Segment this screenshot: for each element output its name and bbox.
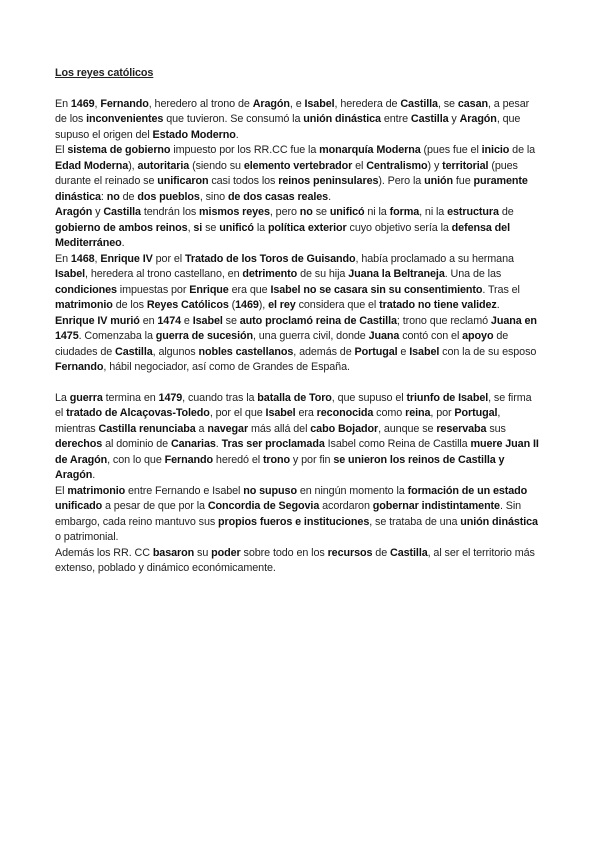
bold-text-run: autoritaria (137, 159, 190, 172)
text-run: El (55, 484, 68, 497)
text-run: se (222, 314, 240, 327)
bold-text-run: Tras ser proclamada (221, 438, 325, 450)
bold-text-run: detrimento (242, 268, 298, 280)
text-run: entre Fernando e Isabel (125, 484, 244, 497)
bold-text-run: poder (211, 546, 241, 559)
bold-text-run: estructura (447, 206, 499, 218)
text-run: el (352, 159, 367, 172)
text-run: , e (289, 97, 305, 110)
text-run: El (55, 144, 68, 156)
bold-text-run: Canarias (170, 438, 216, 450)
text-run: , (187, 221, 194, 234)
bold-text-run: 1479 (158, 391, 183, 404)
text-run: , que supuso el (331, 391, 407, 404)
bold-text-run: el rey (268, 299, 296, 311)
text-run: . Sin embargo, cada reino mantuvo sus (55, 500, 522, 528)
text-run: , que supuso el origen del (55, 113, 521, 141)
text-run: Isabel como Reina de Castilla (324, 438, 471, 450)
bold-text-run: Isabel (265, 407, 296, 419)
paragraph-1 (55, 97, 541, 144)
text-run: a (195, 422, 208, 435)
bold-text-run: política exterior (267, 221, 347, 234)
text-run: su (194, 546, 212, 559)
bold-text-run: matrimonio (55, 299, 113, 311)
text-run: impuestas por (116, 283, 190, 296)
bold-text-run: navegar (207, 422, 249, 435)
text-run: al dominio de (102, 438, 171, 450)
text-run: , a pesar de los (55, 97, 530, 125)
text-run: . (215, 438, 222, 450)
bold-text-run: Castilla (390, 546, 428, 559)
bold-text-run: formación de un estado unificado (55, 484, 528, 512)
paragraph-3 (55, 205, 541, 252)
bold-text-run: Enrique IV murió (55, 314, 140, 327)
bold-text-run: defensa del Mediterráneo (55, 221, 510, 249)
text-run: , ni la (419, 206, 448, 218)
bold-text-run: Concordia de Segovia (207, 500, 320, 512)
paragraph-2 (55, 143, 541, 205)
bold-text-run: muere Juan II de Aragón (55, 438, 539, 466)
bold-text-run: Juana la Beltraneja (348, 268, 445, 280)
text-run: a pesar de que por la (102, 500, 208, 512)
bold-text-run: inconvenientes (86, 113, 164, 125)
text-run: , al ser el territorio más extenso, poblado y dinámico económicamente. (55, 546, 535, 574)
bold-text-run: gobierno de ambos reinos (55, 221, 188, 234)
bold-text-run: Castilla renunciaba (98, 422, 196, 435)
text-run: ). Pero la (378, 175, 425, 187)
bold-text-run: sistema de gobierno (67, 144, 171, 156)
bold-text-run: casan (457, 97, 488, 110)
text-run: ; trono que reclamó (396, 314, 491, 327)
bold-text-run: trono (262, 453, 291, 466)
text-run: era que (228, 283, 271, 296)
bold-text-run: Castilla (400, 97, 438, 110)
text-run: , cuando tras la (182, 391, 258, 404)
text-run: tendrán los (140, 206, 200, 218)
text-run: : (100, 190, 107, 203)
text-run: , se firma el (55, 391, 532, 419)
text-run: casi todos los (208, 175, 279, 187)
text-run: y (448, 113, 460, 125)
bold-text-run: Castilla (103, 206, 141, 218)
text-run: que tuvieron. Se consumó la (163, 113, 304, 125)
bold-text-run: se unieron los reinos de Castilla y Aragón (55, 453, 505, 481)
bold-text-run: unificaron (157, 175, 209, 187)
text-run: . (496, 299, 500, 311)
text-run: , además de (293, 345, 355, 358)
bold-text-run: Isabel (192, 314, 223, 327)
bold-text-run: de dos casas reales (227, 190, 329, 203)
text-run: , por el que (209, 407, 266, 419)
text-run: fue (452, 175, 474, 187)
bold-text-run: reinos peninsulares (278, 175, 379, 187)
bold-text-run: gobernar indistintamente (372, 500, 500, 512)
bold-text-run: Enrique (189, 283, 229, 296)
text-run: considera que el (295, 299, 380, 311)
bold-text-run: reservaba (436, 422, 487, 435)
bold-text-run: elemento vertebrador (243, 159, 353, 172)
text-run: e (181, 314, 193, 327)
text-run: y (92, 206, 104, 218)
bold-text-run: reconocida (316, 407, 374, 419)
text-run: En (55, 252, 71, 265)
text-run: , heredero al trono de (148, 97, 253, 110)
text-run: contó con el (399, 330, 463, 342)
bold-text-run: unión (424, 175, 453, 187)
text-run: de ciudades de (55, 330, 509, 358)
text-run: ) y (427, 159, 443, 172)
text-run: , una guerra civil, donde (252, 330, 369, 342)
text-run: . (328, 190, 331, 203)
text-run: , por (430, 407, 455, 419)
text-run: , (94, 97, 101, 110)
bold-text-run: 1469 (235, 299, 259, 311)
bold-text-run: triunfo de Isabel (406, 391, 489, 404)
text-run: , aunque se (378, 422, 437, 435)
bold-text-run: apoyo (462, 330, 494, 342)
text-run: . (92, 469, 96, 481)
bold-text-run: Edad Moderna (55, 159, 129, 172)
bold-text-run: guerra de sucesión (155, 330, 253, 342)
bold-text-run: Juana (368, 330, 400, 342)
text-run: , mientras (55, 407, 501, 435)
text-run: , (94, 252, 101, 265)
bold-text-run: Fernando (164, 453, 214, 466)
text-run: se (202, 221, 220, 234)
text-run: , pero (269, 206, 300, 218)
bold-text-run: batalla de Toro (257, 391, 332, 404)
text-run: entre (380, 113, 411, 125)
text-run: en (139, 314, 158, 327)
text-run: era (295, 407, 317, 419)
bold-text-run: basaron (152, 546, 195, 559)
text-run: , había proclamado a su hermana (355, 252, 514, 265)
text-run: termina en (102, 391, 159, 404)
text-run: de la (509, 144, 536, 156)
bold-text-run: Aragón (459, 113, 497, 125)
text-run: sobre todo en los (240, 546, 328, 559)
text-run: En (55, 97, 71, 110)
text-run: de (498, 206, 514, 218)
bold-text-run: nobles castellanos (198, 345, 294, 358)
text-run: (siendo su (189, 159, 244, 172)
bold-text-run: unión dinástica (303, 113, 381, 125)
bold-text-run: Portugal (454, 407, 498, 419)
text-run: o patrimonial. (55, 531, 119, 543)
document-title: Los reyes católicos (55, 67, 154, 79)
bold-text-run: tratado no tiene validez (379, 299, 497, 311)
text-run: , algunos (152, 345, 199, 358)
bold-text-run: Isabel (55, 268, 86, 280)
text-run: . Tras el (482, 283, 520, 296)
text-run: de su hija (297, 268, 349, 280)
document-body (55, 66, 541, 577)
text-run: , heredera al trono castellano, en (85, 268, 243, 280)
text-run: (pues durante el reinado se (55, 159, 518, 187)
bold-text-run: recursos (327, 546, 373, 559)
text-run: se (312, 206, 330, 218)
text-run: , heredera de (334, 97, 401, 110)
text-run: sus (486, 422, 506, 435)
paragraph-5 (55, 391, 541, 484)
text-run: e (397, 345, 410, 358)
text-run: , se (437, 97, 458, 110)
text-run: . (121, 237, 125, 249)
text-run: por el (152, 252, 185, 265)
bold-text-run: Castilla (115, 345, 153, 358)
bold-text-run: forma (389, 206, 420, 218)
bold-text-run: Juana en 1475 (55, 314, 537, 342)
bold-text-run: Isabel (409, 345, 440, 358)
bold-text-run: unificó (329, 206, 365, 218)
bold-text-run: matrimonio (67, 484, 126, 497)
bold-text-run: unión dinástica (460, 515, 538, 528)
bold-text-run: tratado de Alcaçovas-Toledo (66, 407, 210, 419)
bold-text-run: Portugal (354, 345, 398, 358)
bold-text-run: 1468 (70, 252, 95, 265)
text-run: ), (258, 299, 269, 311)
text-run: de (372, 546, 391, 559)
text-run: Además los RR. CC (55, 546, 153, 559)
text-run: , sino (199, 190, 228, 203)
bold-text-run: guerra (69, 391, 103, 404)
bold-text-run: Aragón (252, 97, 290, 110)
bold-text-run: Castilla (410, 113, 449, 125)
text-run: ), (128, 159, 138, 172)
bold-text-run: Reyes Católicos (146, 299, 229, 311)
bold-text-run: condiciones (55, 283, 117, 296)
bold-text-run: Fernando (55, 361, 104, 373)
bold-text-run: 1469 (70, 97, 95, 110)
bold-text-run: Centralismo (366, 159, 428, 172)
text-run: . Comenzaba la (78, 330, 156, 342)
text-run: de los (112, 299, 147, 311)
bold-text-run: territorial (442, 159, 489, 172)
text-run: (pues fue el (420, 144, 482, 156)
text-run: . (235, 128, 239, 141)
text-run: y por fin (290, 453, 334, 466)
bold-text-run: Aragón (55, 206, 93, 218)
text-run: como (373, 407, 406, 419)
bold-text-run: inicio (481, 144, 510, 156)
bold-text-run: auto proclamó reina de Castilla (239, 314, 397, 327)
text-run: La (55, 391, 70, 404)
bold-text-run: Tratado de los Toros de Guisando (184, 252, 356, 265)
text-run: , hábil negociador, así como de Grandes de España. (103, 361, 350, 373)
text-run: más allá del (248, 422, 311, 435)
bold-text-run: 1474 (157, 314, 182, 327)
bold-text-run: propios fueros e instituciones (218, 515, 370, 528)
text-run: . Una de las (444, 268, 502, 280)
bold-text-run: cabo Bojador (310, 422, 379, 435)
text-run: ( (228, 299, 236, 311)
text-run: en ningún momento la (296, 484, 408, 497)
bold-text-run: reina (405, 407, 431, 419)
bold-text-run: puramente dinástica (55, 175, 528, 203)
text-run: de (119, 190, 138, 203)
text-run: heredó el (213, 453, 263, 466)
bold-text-run: no supuso (243, 484, 297, 497)
text-run: impuesto por los RR.CC fue la (170, 144, 320, 156)
bold-text-run: dos pueblos (137, 190, 200, 203)
bold-text-run: si (193, 221, 203, 234)
bold-text-run: monarquía Moderna (319, 144, 421, 156)
bold-text-run: Fernando (100, 97, 149, 110)
text-run: , se trataba de una (369, 515, 461, 528)
bold-text-run: no (299, 206, 313, 218)
text-run: con la de su esposo (439, 345, 537, 358)
bold-text-run: derechos (55, 438, 103, 450)
bold-text-run: unificó (219, 221, 254, 234)
bold-text-run: Isabel no se casara sin su consentimiento (270, 283, 483, 296)
paragraph-4 (55, 252, 541, 376)
text-run: la (253, 221, 268, 234)
text-run: ni la (364, 206, 390, 218)
bold-text-run: mismos reyes (199, 206, 270, 218)
bold-text-run: no (106, 190, 120, 203)
paragraph-6 (55, 484, 541, 546)
paragraph-7 (55, 546, 541, 577)
bold-text-run: Estado Moderno (152, 128, 236, 141)
bold-text-run: Enrique IV (100, 252, 153, 265)
text-run: acordaron (319, 500, 373, 512)
text-run: cuyo objetivo sería la (346, 221, 452, 234)
bold-text-run: Isabel (304, 97, 335, 110)
text-run: , con lo que (107, 453, 165, 466)
